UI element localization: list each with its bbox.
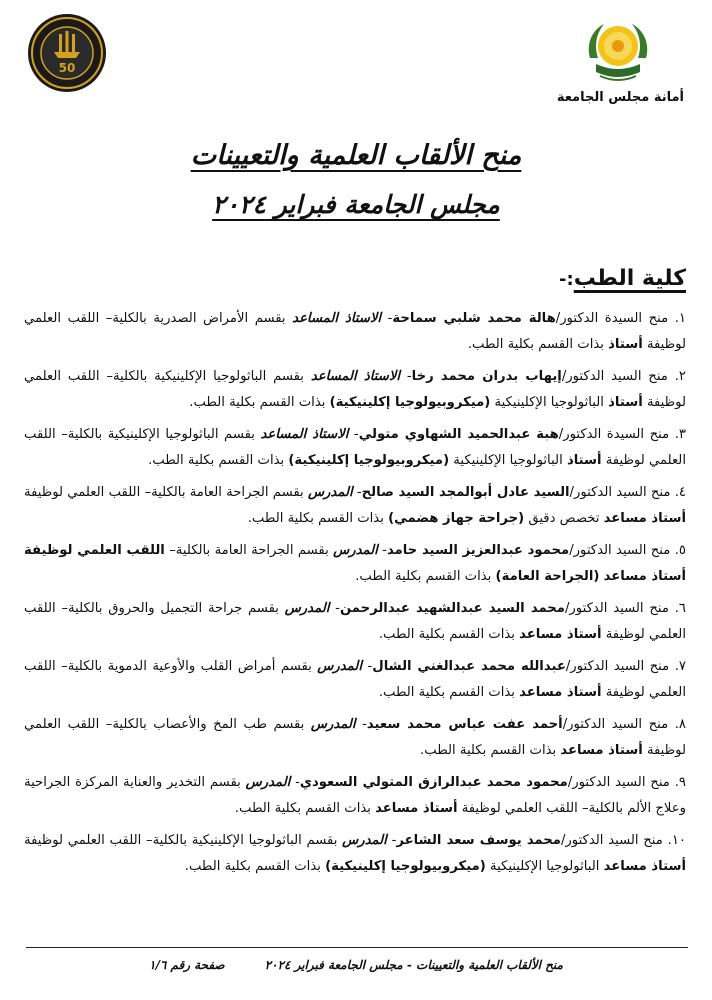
item-text: (ميكروبيولوجيا إكلينيكية) (288, 453, 450, 468)
item-text: المدرس (284, 601, 330, 616)
item-text: - (400, 369, 412, 384)
item-text: منح السيد الدكتور/ (560, 833, 663, 848)
item-text: أحمد عفت عباس محمد سعيد (366, 717, 563, 732)
item-text: - (348, 427, 359, 442)
item-text: الاستاذ المساعد (292, 311, 382, 326)
university-seal-icon (582, 14, 654, 86)
document-subtitle: مجلس الجامعة فبراير ٢٠٢٤ (212, 190, 500, 219)
item-text: تخصص دقيق (524, 511, 604, 526)
page-number: صفحة رقم ١/٦ (149, 958, 225, 972)
item-text: الاستاذ المساعد (260, 427, 349, 442)
item-text: - (355, 717, 367, 732)
item-text: بذات القسم بكلية الطب. (378, 685, 520, 700)
list-item (24, 538, 686, 590)
item-number: ٥. (674, 543, 686, 558)
item-text: (ميكروبيولوجيا إكلينيكية) (325, 859, 486, 874)
item-text: المدرس (310, 717, 356, 732)
list-item (24, 712, 686, 764)
item-text: بذات القسم بكلية الطب. (378, 627, 520, 642)
page-footer (0, 958, 712, 972)
item-number: ٧. (674, 659, 687, 674)
item-text: منح السيد الدكتور/ (567, 775, 670, 790)
item-number: ٦. (674, 601, 686, 616)
item-text: بذات القسم بكلية الطب. (247, 511, 389, 526)
item-text: محمود محمد عبدالرازق المتولي السعودي (299, 775, 568, 790)
list-item (24, 480, 686, 532)
item-text: بقسم الجراحة العامة بالكلية– (164, 543, 334, 558)
item-text: منح السيد الدكتور/ (569, 543, 671, 558)
item-text: بقسم أمراض القلب والأوعية الدموية بالكلية– اللقب العلمي لوظيفة (24, 659, 686, 700)
item-text: بقسم الجراحة العامة بالكلية– اللقب العلمي لوظيفة (24, 485, 308, 500)
item-text: بذات القسم بكلية الطب. (189, 395, 330, 410)
item-text: بذات القسم بكلية الطب. (148, 453, 289, 468)
item-text: محمد يوسف سعد الشاعر (396, 833, 561, 848)
item-text: منح السيدة الدكتور/ (558, 427, 670, 442)
item-text: بقسم الباثولوجيا الإكلينيكية بالكلية– اللقب العلمي لوظيفة (24, 369, 686, 410)
item-text: إيهاب بدران محمد رخا (411, 369, 562, 384)
item-text: (ميكروبيولوجيا إكلينيكية) (329, 395, 491, 410)
item-text: (جراحة جهاز هضمي) (388, 511, 525, 526)
faculty-suffix: :- (559, 269, 574, 290)
item-text: أستاذ (608, 337, 643, 352)
item-number: ١٠. (667, 833, 686, 848)
item-text: أستاذ (566, 453, 602, 468)
item-text: بقسم التخدير والعناية المركزة الجراحية وعلاج الألم بالكلية– اللقب العلمي لوظيفة (24, 775, 686, 816)
item-text: عبدالله محمد عبدالغني الشال (372, 659, 566, 674)
item-number: ٩. (674, 775, 687, 790)
item-number: ٤. (674, 485, 686, 500)
item-text: بذات القسم بكلية الطب. (234, 801, 376, 816)
item-text: منح السيد الدكتور/ (562, 717, 669, 732)
item-text: هبة عبدالحميد الشهاوي متولي (358, 427, 559, 442)
item-text: المدرس (342, 833, 387, 848)
item-text: الاستاذ المساعد (310, 369, 401, 384)
item-text: أستاذ مساعد (560, 743, 643, 758)
item-text: محمد السيد عبدالشهيد عبدالرحمن (339, 601, 565, 616)
footer-divider (26, 947, 688, 948)
faculty-name: كلية الطب (573, 266, 686, 291)
item-text: بقسم الباثولوجيا الإكلينيكية بالكلية– اللقب العلمي لوظيفة (24, 833, 343, 848)
item-text: أستاذ مساعد (603, 859, 686, 874)
list-item (24, 596, 686, 648)
svg-text:50: 50 (58, 61, 76, 75)
item-text: أستاذ مساعد (603, 511, 686, 526)
item-text: المدرس (333, 543, 378, 558)
item-number: ٢. (674, 369, 687, 384)
document-title: منح الألقاب العلمية والتعيينات (190, 140, 522, 171)
item-text: منح السيدة الدكتور/ (555, 311, 669, 326)
list-item (24, 422, 686, 474)
list-item (24, 306, 686, 358)
item-text: بذات القسم بكلية الطب. (467, 337, 609, 352)
item-text: محمود عبدالعزيز السيد حامد (386, 543, 570, 558)
faculty-heading (559, 266, 686, 291)
item-number: ٨. (674, 717, 686, 732)
item-text: بقسم الباثولوجيا الإكلينيكية بالكلية– اللقب العلمي لوظيفة (24, 427, 686, 468)
item-text: (الجراحة العامة) (495, 569, 600, 584)
anniversary-logo (26, 12, 108, 94)
item-number: ٣. (674, 427, 686, 442)
list-item (24, 770, 686, 822)
university-logo (582, 14, 654, 86)
footer-text: منح الألقاب العلمية والتعيينات - مجلس الجامعة فبراير ٢٠٢٤ (264, 958, 563, 972)
item-text: الباثولوجيا الإكلينيكية (485, 859, 604, 874)
item-text: هالة محمد شلبي سماحة (392, 311, 556, 326)
council-secretariat-label: أمانة مجلس الجامعة (556, 90, 684, 105)
item-text: المدرس (307, 485, 353, 500)
item-text: بذات القسم بكلية الطب. (184, 859, 326, 874)
item-text: - (329, 601, 340, 616)
list-item (24, 364, 686, 416)
item-text: أستاذ مساعد (519, 627, 602, 642)
item-text: بقسم الأمراض الصدرية بالكلية– اللقب العلمي لوظيفة (24, 311, 686, 352)
list-item (24, 654, 686, 706)
anniversary-seal-icon (26, 12, 108, 94)
decision-list (24, 306, 686, 886)
item-text: - (377, 543, 387, 558)
item-text: - (352, 485, 362, 500)
item-text: منح السيد الدكتور/ (564, 601, 669, 616)
item-text: الباثولوجيا الإكلينيكية (490, 395, 609, 410)
item-text: - (386, 833, 397, 848)
item-text: أستاذ مساعد (519, 685, 602, 700)
item-text: أستاذ (608, 395, 643, 410)
item-text: اللقب العلمي لوظيفة أستاذ مساعد (24, 543, 686, 584)
item-text: المدرس (317, 659, 362, 674)
item-text: - (362, 659, 373, 674)
list-item (24, 828, 686, 880)
item-text: بذات القسم بكلية الطب. (355, 569, 496, 584)
item-text: بقسم جراحة التجميل والحروق بالكلية– اللقب العلمي لوظيفة (24, 601, 686, 642)
item-text: منح السيد الدكتور/ (561, 369, 668, 384)
item-text: أستاذ مساعد (375, 801, 458, 816)
item-text: السيد عادل أبوالمجد السيد صالح (361, 485, 570, 500)
item-text: - (290, 775, 300, 790)
item-text: بذات القسم بكلية الطب. (420, 743, 561, 758)
item-text: المدرس (245, 775, 291, 790)
item-text: بقسم طب المخ والأعصاب بالكلية– اللقب العلمي لوظيفة (24, 717, 686, 758)
item-number: ١. (674, 311, 686, 326)
item-text: الباثولوجيا الإكلينيكية (449, 453, 567, 468)
item-text: منح السيد الدكتور/ (569, 485, 671, 500)
item-text: منح السيد الدكتور/ (565, 659, 670, 674)
item-text: - (381, 311, 393, 326)
